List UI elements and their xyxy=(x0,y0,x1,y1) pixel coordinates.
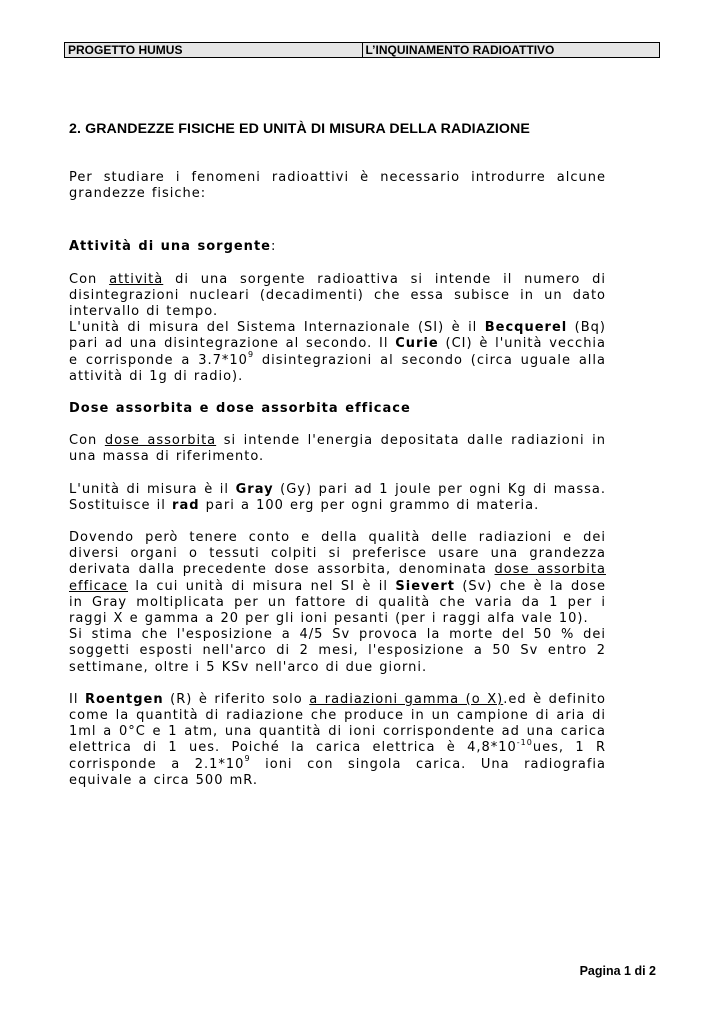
section-title: 2. GRANDEZZE FISICHE ED UNITÀ DI MISURA DELLA RADIAZIONE xyxy=(69,121,530,137)
page-number: Pagina 1 di 2 xyxy=(579,964,656,978)
section-heading-activity: Attività di una sorgente: xyxy=(69,239,277,255)
term-absorbed-dose: dose assorbita xyxy=(104,433,217,449)
term-gamma-radiation: a radiazioni gamma (o X) xyxy=(309,691,504,707)
page-header xyxy=(64,42,660,58)
term-becquerel: Becquerel xyxy=(484,320,568,336)
roentgen-paragraph: Il Roentgen (R) è riferito solo a radiazioni gamma (o X).ed è definito come la quantità di radiazione che produce in un campione di aria di 1ml a 0°C e 1 atm, una quantità di ioni corrispondente ad una carica elettrica di 1 ues. Poiché la carica elettrica è $4,8*10^{-10}ues$, 1 R corrisponde a $2.1*10^9$ ioni con singola carica. Una radiografia equivale a circa 500 mR. xyxy=(69,691,607,788)
dose-definition: Con dose assorbita si intende l'energia depositata dalle radiazioni in una massa di riferimento. xyxy=(69,433,606,465)
term-activity: attività xyxy=(109,271,164,287)
heading-text: Attività di una sorgente xyxy=(69,239,271,255)
header-topic: L’INQUINAMENTO RADIOATTIVO xyxy=(362,43,660,58)
activity-definition: Con attività di una sorgente radioattiva si intende il numero di disintegrazioni nucleari (decadimenti) che essa subisce in un dato intervallo di tempo. xyxy=(69,271,606,320)
intro-paragraph: Per studiare i fenomeni radioattivi è necessario introdurre alcune grandezze fisiche: xyxy=(69,170,606,202)
section-heading-dose: Dose assorbita e dose assorbita efficace xyxy=(69,401,411,417)
effective-dose-paragraph: Dovendo però tenere conto e della qualità delle radiazioni e dei diversi organi o tessuti colpiti si preferisce usare una grandezza derivata dalla precedente dose assorbita, denominata dose assorbita efficace la cui unità di misura nel SI è il Sievert (Sv) che è la dose in Gray moltiplicata per un fattore di qualità che varia da 1 per i raggi X e gamma a 20 per gli ioni pesanti (per i raggi alfa vale 10). xyxy=(69,530,606,627)
term-gray: Gray xyxy=(235,481,274,497)
header-project: PROGETTO HUMUS xyxy=(65,43,363,58)
term-curie: Curie xyxy=(395,336,439,352)
term-rad: rad xyxy=(172,497,200,513)
term-effective-dose: dose assorbita efficace xyxy=(69,562,606,594)
document-body xyxy=(69,170,606,789)
gray-paragraph: L'unità di misura è il Gray (Gy) pari ad 1 joule per ogni Kg di massa. Sostituisce il rad pari a 100 erg per ogni grammo di materia. xyxy=(69,481,606,513)
term-sievert: Sievert xyxy=(395,578,455,594)
exposure-paragraph: Si stima che l'esposizione a 4/5 Sv provoca la morte del 50 % dei soggetti esposti nell'arco di 2 mesi, l'esposizione a 50 Sv entro 2 settimane, oltre i 5 KSv nell'arco di due giorni. xyxy=(69,627,606,675)
activity-units: L'unità di misura del Sistema Internazionale (SI) è il Becquerel (Bq) pari ad una disintegrazione al secondo. Il Curie (CI) è l'unità vecchia e corrisponde a $3.7*10^9$ disintegrazioni al secondo (circa uguale alla attività di 1g di radio). xyxy=(69,320,607,384)
term-roentgen: Roentgen xyxy=(84,691,164,707)
